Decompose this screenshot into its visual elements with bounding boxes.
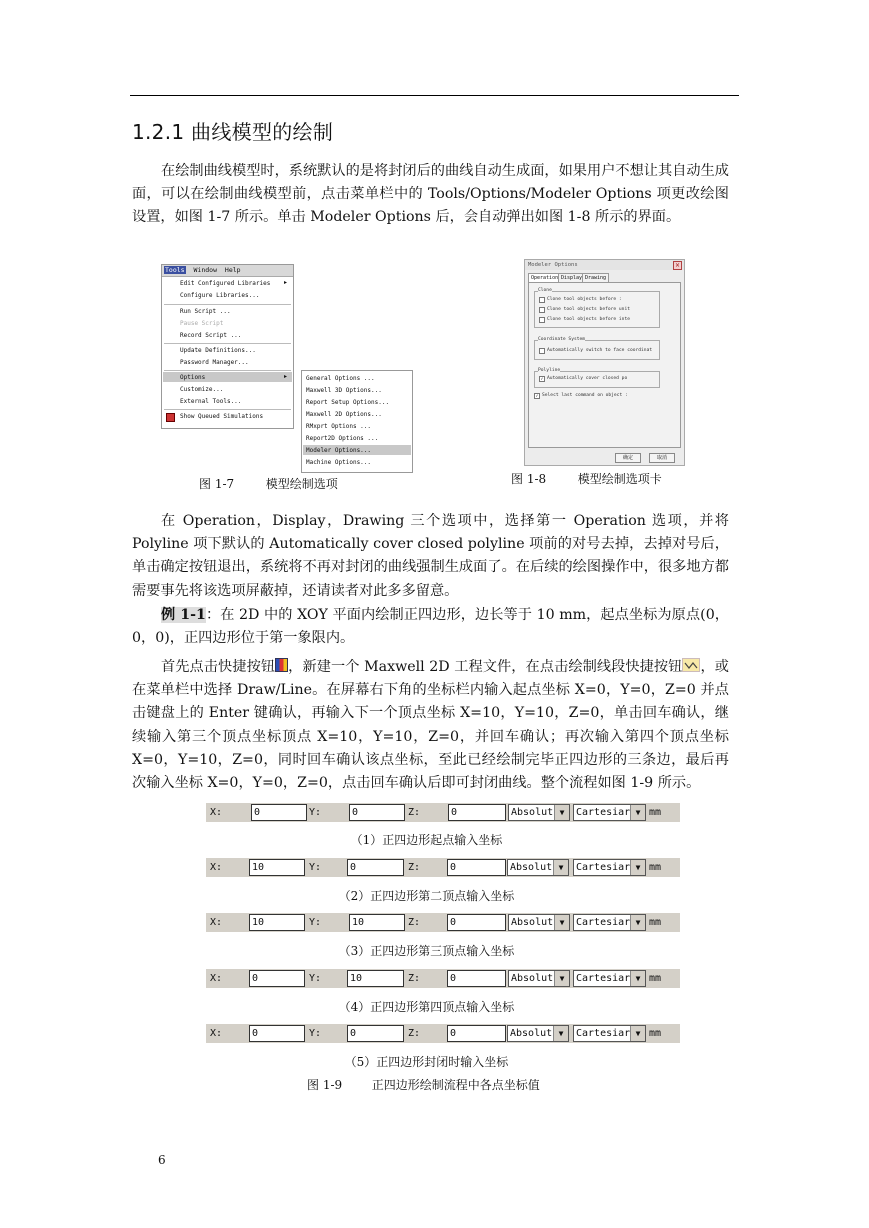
tab-drawing[interactable]: Drawing [582, 273, 609, 283]
system-value: Cartesiar [576, 1028, 631, 1039]
fig19-caption [307, 1076, 540, 1093]
y-label: Y: [309, 807, 322, 818]
p4-part-c: ，或在菜单栏中选择 Draw/Line。在屏幕右下角的坐标栏内输入起点坐标 X=0，Y=0，Z=0 并点击键盘上的 Enter 键确认，再输入下一个顶点坐标 X=10，Y=10，Z=0，单击回车确认，继续输入第三个顶点坐标顶点 X=10，Y=10，Z=0，并回车确认；再次输入第四个顶点坐标 X=0，Y=10，Z=0，同时回车确认该点坐标，至此已经绘制完毕正四边形的三条边，最后再次输入坐标 X=0，Y=0，Z=0，点击回车确认后即可封闭曲线。整个流程如图 1-9 所示。 [132, 659, 729, 792]
chevron-down-icon[interactable]: ▼ [554, 805, 569, 820]
fig19-caption-text: 正四边形绘制流程中各点坐标值 [371, 1078, 540, 1092]
menu-item-record-script[interactable]: Record Script ... [180, 332, 242, 339]
fig19-subcaption-5: （5）正四边形封闭时输入坐标 [344, 1055, 509, 1069]
submenu-arrow-icon: ▸ [284, 373, 288, 380]
y-input[interactable]: 0 [347, 859, 404, 876]
chevron-down-icon[interactable]: ▼ [630, 860, 645, 875]
cs-item: Automatically switch to face coordinat [547, 348, 653, 353]
poly-item: Automatically cover closed po [547, 376, 628, 381]
chevron-down-icon[interactable]: ▼ [630, 1026, 645, 1041]
coordinate-bar-2 [206, 858, 680, 877]
menu-item-edit-configured-libraries[interactable]: Edit Configured Libraries [180, 280, 271, 287]
fig19-subcaption-4: （4）正四边形第四顶点输入坐标 [338, 1000, 515, 1014]
example-label: 例 1-1 [161, 607, 206, 623]
y-label: Y: [309, 1028, 322, 1039]
checkbox-clone-3[interactable] [539, 317, 545, 323]
p4-part-b: ，新建一个 Maxwell 2D 工程文件，在点击绘制线段快捷按钮 [288, 659, 683, 675]
menu-item-update-definitions[interactable]: Update Definitions... [180, 347, 256, 354]
paragraph-1: 在绘制曲线模型时，系统默认的是将封闭后的曲线自动生成面，如果用户不想让其自动生成面，可以在绘制曲线模型前，点击菜单栏中的 Tools/Options/Modeler Options 项更改绘图设置，如图 1-7 所示。单击 Modeler Options 后，会自动弹出如图 1-8 所示的界面。 [132, 163, 729, 226]
modeler-options-dialog [524, 259, 685, 466]
z-input[interactable]: 0 [447, 914, 506, 931]
z-label: Z: [408, 973, 421, 984]
tab-operation[interactable]: Operation [528, 273, 561, 283]
submenu-general-options[interactable]: General Options ... [306, 375, 375, 382]
coordinate-system-select[interactable] [573, 914, 646, 931]
submenu-report-setup-options[interactable]: Report Setup Options... [306, 399, 390, 406]
menu-item-show-queued-simulations[interactable]: Show Queued Simulations [180, 413, 264, 420]
clone-item-2: Clone tool objects before unit [547, 307, 630, 312]
menubar [162, 265, 293, 277]
checkbox-cover-polyline[interactable]: ✓ [540, 376, 544, 381]
x-input[interactable]: 10 [249, 914, 305, 931]
tools-menu-screenshot [161, 264, 294, 429]
menu-separator [164, 370, 291, 371]
menu-item-external-tools[interactable]: External Tools... [180, 398, 242, 405]
mode-value: Absolut [510, 862, 553, 873]
submenu-modeler-options[interactable]: Modeler Options... [306, 447, 372, 454]
paragraph-2: 在 Operation，Display，Drawing 三个选项中，选择第一 Operation 选项，并将 Polyline 项下默认的 Automatically cover closed polyline 项前的对号去掉，去掉对号后，单击确定按钮退出，系统将不再对封闭的曲线强制生成面了。在后续的绘图操作中，很多地方都需要事先将该选项屏蔽掉，还请读者对此多多留意。 [132, 513, 729, 599]
cancel-button[interactable]: 取消 [649, 453, 675, 463]
fig19-subcaption-2: （2）正四边形第二顶点输入坐标 [338, 889, 515, 903]
ok-button[interactable]: 确定 [615, 453, 641, 463]
menu-tools[interactable]: Tools [165, 266, 185, 274]
tab-display[interactable]: Display [558, 273, 585, 283]
x-input[interactable]: 0 [249, 1025, 305, 1042]
mode-select[interactable] [508, 914, 570, 931]
close-icon[interactable]: × [674, 262, 681, 269]
fig17-caption-text: 模型绘制选项 [265, 477, 338, 491]
mode-select[interactable] [508, 970, 570, 987]
x-input[interactable]: 0 [249, 970, 305, 987]
select-last-item: Select last command on object : [542, 393, 628, 398]
unit-label: mm [649, 862, 662, 873]
system-value: Cartesiar [576, 862, 631, 873]
system-value: Cartesiar [576, 917, 631, 928]
menu-item-password-manager[interactable]: Password Manager... [180, 359, 249, 366]
unit-label: mm [649, 973, 662, 984]
mode-value: Absolut [510, 1028, 553, 1039]
paragraph-4 [132, 656, 729, 795]
menu-help[interactable]: Help [224, 266, 241, 274]
menu-separator [164, 409, 291, 410]
mode-value: Absolut [511, 917, 554, 928]
submenu-report2d-options[interactable]: Report2D Options ... [306, 435, 379, 442]
coordinate-bar-4 [206, 969, 680, 988]
mode-value: Absolut [511, 807, 554, 818]
y-input[interactable]: 0 [347, 1025, 404, 1042]
menu-separator [164, 304, 291, 305]
checkbox-clone-1[interactable] [539, 297, 545, 303]
paragraph-example [132, 604, 729, 650]
fig17-caption [199, 475, 338, 492]
group-polyline-label: Polyline [538, 368, 561, 373]
x-label: X: [210, 807, 223, 818]
checkbox-select-last[interactable]: ✓ [535, 393, 539, 398]
chevron-down-icon[interactable]: ▼ [630, 805, 645, 820]
coordinate-system-select[interactable] [573, 970, 646, 987]
options-submenu [301, 370, 413, 473]
y-label: Y: [309, 973, 322, 984]
z-input[interactable]: 0 [447, 859, 506, 876]
x-label: X: [210, 1028, 223, 1039]
fig18-caption [511, 470, 662, 487]
chevron-down-icon[interactable]: ▼ [554, 971, 569, 986]
fig19-caption-number: 图 1-9 [307, 1078, 343, 1092]
page-number: 6 [158, 1153, 166, 1167]
x-label: X: [210, 973, 223, 984]
y-label: Y: [309, 917, 322, 928]
coordinate-bar-5 [206, 1024, 680, 1043]
menu-window[interactable]: Window [193, 266, 217, 274]
checkbox-cs[interactable] [539, 348, 545, 354]
y-label: Y: [309, 862, 322, 873]
coordinate-bar-1 [206, 803, 680, 822]
example-text: ：在 2D 中的 XOY 平面内绘制正四边形，边长等于 10 mm，起点坐标为原点(0，0，0)，正四边形位于第一象限内。 [132, 607, 729, 647]
header-rule [130, 95, 739, 96]
z-label: Z: [408, 862, 421, 873]
queue-icon [166, 413, 175, 422]
clone-item-1: Clone tool objects before : [547, 297, 622, 302]
y-input[interactable]: 0 [349, 804, 405, 821]
group-cs-label: Coordinate System [538, 337, 586, 342]
submenu-machine-options[interactable]: Machine Options... [306, 459, 372, 466]
chevron-down-icon[interactable]: ▼ [553, 1026, 568, 1041]
menu-item-customize[interactable]: Customize... [180, 386, 224, 393]
system-value: Cartesiar [576, 807, 631, 818]
fig18-caption-text: 模型绘制选项卡 [577, 472, 662, 486]
menu-separator [164, 343, 291, 344]
chevron-down-icon[interactable]: ▼ [553, 860, 568, 875]
x-label: X: [210, 917, 223, 928]
z-label: Z: [408, 1028, 421, 1039]
unit-label: mm [649, 1028, 662, 1039]
mode-value: Absolut [511, 973, 554, 984]
fig17-caption-number: 图 1-7 [199, 477, 235, 491]
clone-item-3: Clone tool objects before inte [547, 317, 630, 322]
mode-select[interactable] [507, 859, 569, 876]
z-label: Z: [408, 807, 421, 818]
submenu-rmxprt-options[interactable]: RMxprt Options ... [306, 423, 372, 430]
menu-item-run-script[interactable]: Run Script ... [180, 308, 231, 315]
mode-select[interactable] [507, 1025, 569, 1042]
x-input[interactable]: 0 [251, 804, 307, 821]
coordinate-bar-3 [206, 913, 680, 932]
menu-item-pause-script: Pause Script [180, 320, 224, 327]
checkbox-clone-2[interactable] [539, 307, 545, 313]
submenu-maxwell3d-options[interactable]: Maxwell 3D Options... [306, 387, 382, 394]
fig19-subcaption-1: （1）正四边形起点输入坐标 [350, 833, 503, 847]
unit-label: mm [649, 807, 662, 818]
new-project-icon [275, 658, 288, 672]
p4-part-a: 首先点击快捷按钮 [161, 659, 276, 675]
x-input[interactable]: 10 [249, 859, 305, 876]
y-input[interactable]: 10 [349, 914, 405, 931]
chevron-down-icon[interactable]: ▼ [554, 915, 569, 930]
z-label: Z: [408, 917, 421, 928]
z-input[interactable]: 0 [448, 804, 506, 821]
chevron-down-icon[interactable]: ▼ [630, 915, 645, 930]
menu-item-configure-libraries[interactable]: Configure Libraries... [180, 292, 260, 299]
fig19-subcaption-3: （3）正四边形第三顶点输入坐标 [338, 944, 515, 958]
mode-select[interactable] [508, 804, 570, 821]
submenu-maxwell2d-options[interactable]: Maxwell 2D Options... [306, 411, 382, 418]
coordinate-system-select[interactable] [573, 859, 646, 876]
z-input[interactable]: 0 [447, 1025, 506, 1042]
section-heading: 1.2.1 曲线模型的绘制 [132, 120, 334, 144]
coordinate-system-select[interactable] [573, 804, 646, 821]
group-clone-label: Clone [538, 288, 552, 293]
chevron-down-icon[interactable]: ▼ [630, 971, 645, 986]
system-value: Cartesiar [576, 973, 631, 984]
fig18-caption-number: 图 1-8 [511, 472, 547, 486]
dialog-title: Modeler Options [525, 260, 684, 270]
x-label: X: [210, 862, 223, 873]
unit-label: mm [649, 917, 662, 928]
y-input[interactable]: 10 [347, 970, 404, 987]
z-input[interactable]: 0 [447, 970, 506, 987]
menu-item-options[interactable]: Options [180, 374, 206, 381]
draw-line-icon [682, 658, 700, 672]
submenu-arrow-icon: ▸ [284, 279, 288, 286]
coordinate-system-select[interactable] [573, 1025, 646, 1042]
